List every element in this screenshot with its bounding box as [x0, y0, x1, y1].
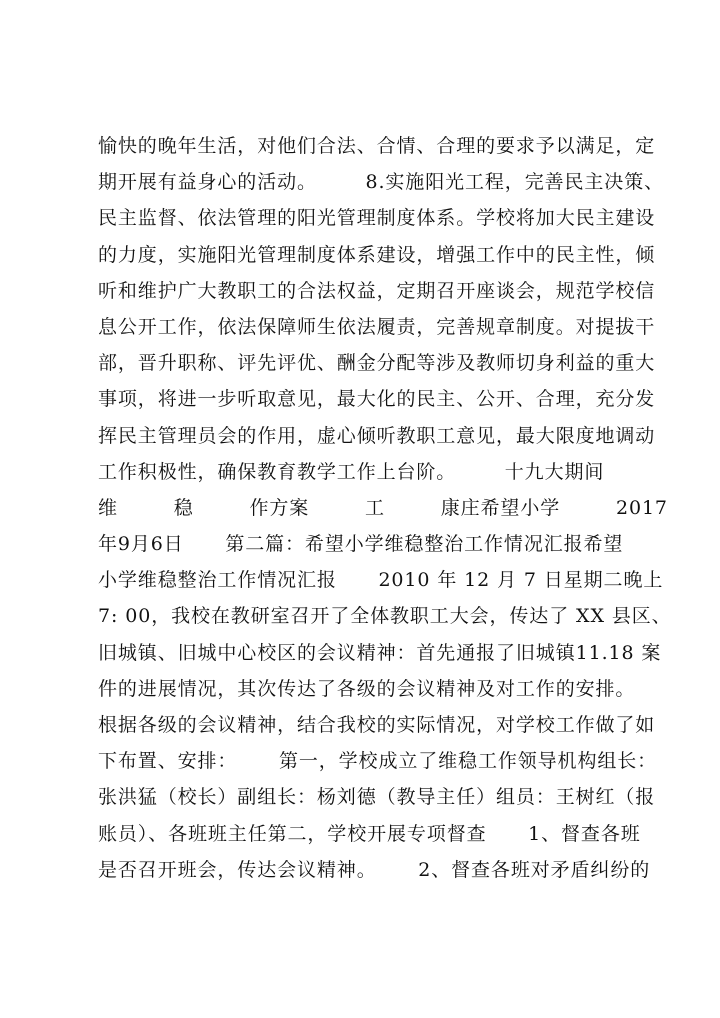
text-line: 张洪猛（校长）副组长：杨刘德（教导主任）组员：王树红（报 — [98, 786, 656, 809]
text-line: 事项，将进一步听取意见，最大化的民主、公开、合理，充分发 — [98, 388, 656, 411]
spread-word: 工 — [365, 496, 385, 519]
spread-text-line — [98, 490, 668, 526]
spread-word: 稳 — [173, 496, 194, 519]
text-line: 工作积极性，确保教育教学工作上台阶。 十九大期间 — [98, 460, 605, 483]
text-line: 听和维护广大教职工的合法权益，定期召开座谈会，规范学校信 — [98, 279, 656, 302]
text-line: 挥民主管理员会的作用，虚心倾听教职工意见，最大限度地调动 — [98, 424, 656, 447]
spread-word: 维 — [98, 496, 118, 519]
text-line: 根据各级的会议精神，结合我校的实际情况，对学校工作做了如 — [98, 714, 656, 736]
spread-word: 作方案 — [249, 496, 310, 519]
text-line: 的力度，实施阳光管理制度体系建设，增强工作中的民主性，倾 — [98, 243, 656, 266]
text-line: 7: 00，我校在教研室召开了全体教职工大会，传达了 XX 县区、 — [98, 605, 672, 628]
body-text — [98, 128, 672, 888]
text-line: 息公开工作，依法保障师生依法履责，完善规章制度。对提拔干 — [98, 315, 656, 338]
text-line: 小学维稳整治工作情况汇报 2010 年 12 月 7 日星期二晚上 — [98, 569, 664, 592]
text-line: 民主监督、依法管理的阳光管理制度体系。学校将加大民主建设 — [98, 207, 656, 230]
text-line: 是否召开班会，传达会议精神。 2、督查各班对矛盾纠纷的 — [98, 858, 651, 881]
text-line: 下布置、安排： 第一，学校成立了维稳工作领导机构组长： — [98, 750, 658, 773]
spread-word: 康庄希望小学 — [440, 496, 561, 519]
text-line: 愉快的晚年生活，对他们合法、合情、合理的要求予以满足，定 — [98, 135, 656, 157]
text-line: 件的进展情况，其次传达了各级的会议精神及对工作的安排。 — [98, 677, 636, 700]
text-line: 期开展有益身心的活动。 8.实施阳光工程，完善民主决策、 — [98, 171, 665, 194]
text-line: 部，晋升职称、评先评优、酬金分配等涉及教师切身利益的重大 — [98, 352, 656, 375]
text-line: 年9月6日 第二篇：希望小学维稳整治工作情况汇报希望 — [98, 533, 624, 556]
text-line: 账员）、各班班主任第二，学校开展专项督查 1、督查各班 — [98, 822, 641, 845]
text-line: 旧城镇、旧城中心校区的会议精神：首先通报了旧城镇11.18 案 — [98, 641, 662, 664]
spread-word: 2017 — [615, 496, 668, 519]
